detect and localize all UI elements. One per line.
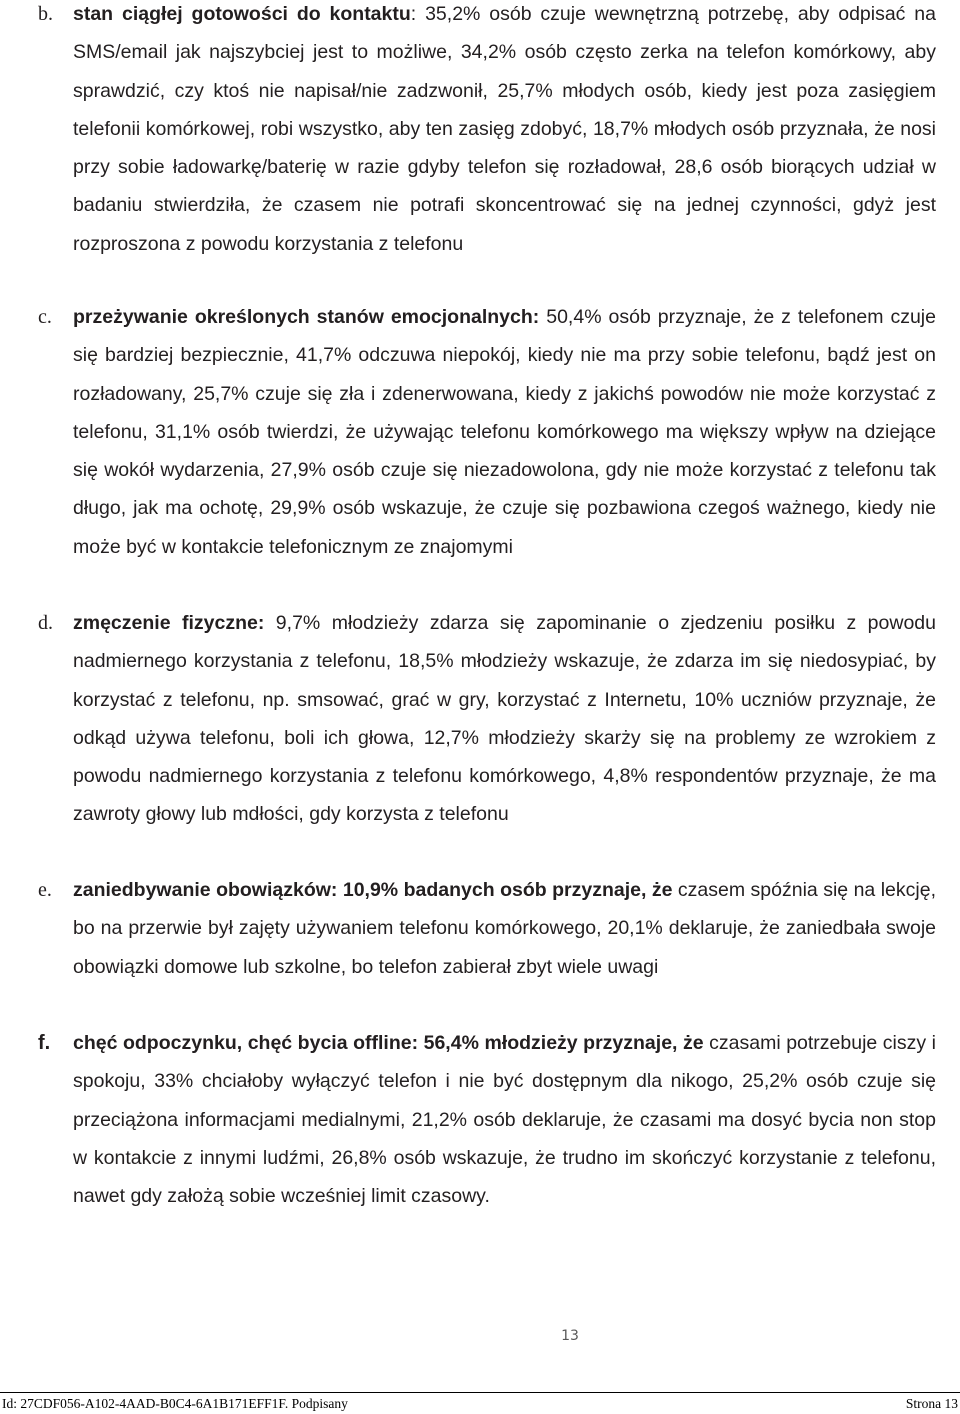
list-marker: c. (38, 306, 52, 328)
item-heading: przeżywanie określonych stanów emocjonalnych: (73, 306, 540, 328)
list-marker: d. (38, 612, 53, 634)
item-heading: chęć odpoczynku, chęć bycia offline: 56,4% młodzieży przyznaje, że (73, 1032, 704, 1054)
item-text: czasami potrzebuje ciszy i spokoju, 33% chciałoby wyłączyć telefon i nie być dostępnym dla nikogo, 25,2% osób czuje się przeciążona informacjami medialnymi, 21,2% osób deklaruje, że czasami ma dosyć bycia non stop w kontakcie z innymi ludźmi, 26,8% osób wskazuje, że trudno im skończyć korzystanie z telefonu, nawet gdy założą sobie wcześniej limit czasowy. (73, 1032, 936, 1208)
list-marker: e. (38, 879, 52, 901)
item-heading: zaniedbywanie obowiązków: 10,9% badanych osób przyznaje, że (73, 879, 673, 901)
item-text: czasem spóźnia się na lekcję, bo na przerwie był zajęty używaniem telefonu komórkowego, 20,1% deklaruje, że zaniedbała swoje obowiązki domowe lub szkolne, bo telefon zabierał zbyt wiele uwagi (73, 879, 936, 978)
item-text: : 35,2% osób czuje wewnętrzną potrzebę, aby odpisać na SMS/email jak najszybciej jest to możliwe, 34,2% osób często zerka na telefon komórkowy, aby sprawdzić, czy ktoś nie napisał/nie zadzwonił, 25,7% młodych osób, kiedy jest poza zasięgiem telefonii komórkowej, robi wszystko, aby ten zasięg zdobyć, 18,7% młodych osób przyznała, że nosi przy sobie ładowarkę/baterię w razie gdyby telefon się rozładował, 28,6 osób biorących udział w badaniu stwierdziła, że czasem nie potrafi skoncentrować się na jednej czynności, gdyż jest rozproszona z powodu korzystania z telefonu (73, 3, 936, 255)
item-text: 50,4% osób przyznaje, że z telefonem czuje się bardziej bezpiecznie, 41,7% odczuwa niepokój, kiedy nie ma przy sobie telefonu, bądź jest on rozładowany, 25,7% czuje się zła i zdenerwowana, kiedy z jakichś powodów nie może korzystać z telefonu, 31,1% osób twierdzi, że używając telefonu komórkowego ma większy wpływ na dziejące się wokół wydarzenia, 27,9% osób czuje się niezadowolona, gdy nie może korzystać z telefonu tak długo, jak ma ochotę, 29,9% osób wskazuje, że czuje się pozbawiona czegoś ważnego, kiedy nie może być w kontakcie telefonicznym ze znajomymi (73, 306, 936, 558)
list-marker: f. (38, 1032, 51, 1054)
list-item-d (0, 604, 960, 834)
list-item-f (0, 1024, 960, 1215)
list-item-c (0, 298, 960, 566)
page-number: 13 (561, 1328, 579, 1344)
list-item-e (0, 871, 960, 986)
item-text: 9,7% młodzieży zdarza się zapominanie o zjedzeniu posiłku z powodu nadmiernego korzystania z telefonu, 18,5% młodzieży wskazuje, że zdarza im się niedosypiać, by korzystać z telefonu, np. smsować, grać w gry, korzystać z Internetu, 10% uczniów przyznaje, że odkąd używa telefonu, boli ich głowa, 12,7% młodzieży skarży się na problemy ze wzrokiem z powodu nadmiernego korzystania z telefonu komórkowego, 4,8% respondentów przyznaje, że ma zawroty głowy lub mdłości, gdy korzysta z telefonu (73, 612, 936, 826)
document-id-text: Id: 27CDF056-A102-4AAD-B0C4-6A1B171EFF1F. Podpisany (2, 1396, 348, 1411)
list-item-b (0, 0, 960, 263)
footer (0, 1392, 960, 1414)
page-label: Strona 13 (905, 1396, 958, 1411)
item-heading: stan ciągłej gotowości do kontaktu (73, 3, 411, 25)
item-heading: zmęczenie fizyczne: (73, 612, 265, 634)
list-marker: b. (38, 3, 53, 25)
